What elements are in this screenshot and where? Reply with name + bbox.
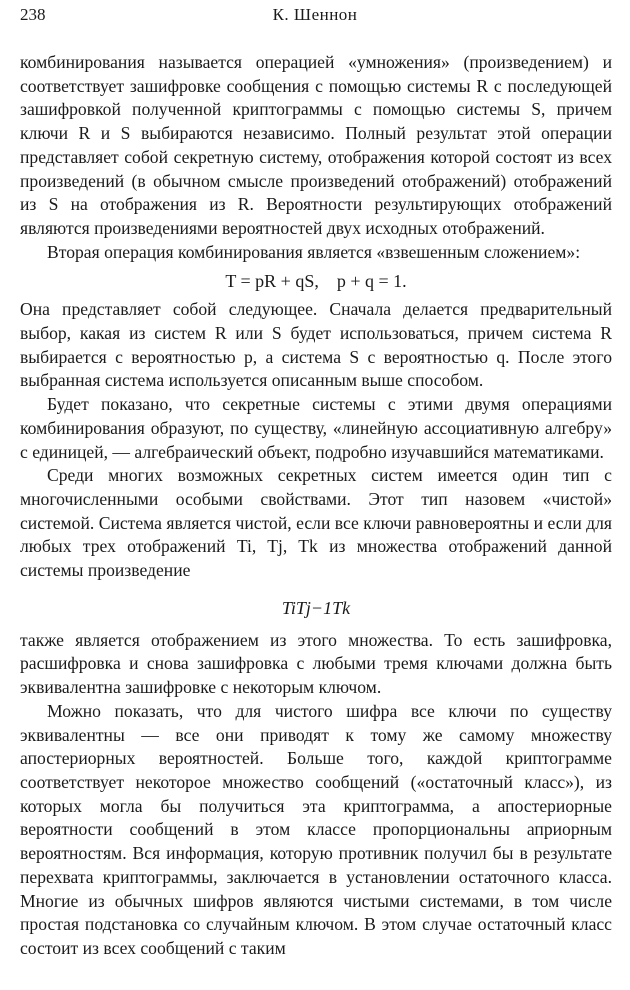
- paragraph: Будет показано, что секретные системы с этими двумя операциями комбинирования образуют, по существу, «линейную ассоциативную алгебру» с единицей, — алгебраический объект, подробно изучавшийся математиками.: [20, 394, 612, 462]
- formula-weighted-sum: [20, 268, 612, 295]
- formula-product: [20, 593, 612, 623]
- running-title: К. Шеннон: [272, 5, 358, 24]
- paragraph: комбинирования называется операцией «умножения» (произведением) и соответствует зашифровке сообщения с помощью системы R с последующей зашифровкой полученной криптограммы с помощью системы S, причем ключи R и S выбираются независимо. Полный результат этой операции представляет собой секретную систему, отображения которой состоят из всех произведений (в обычном смысле произведений отображений) отображений из S на отображения из R. Вероятности результирующих отображений являются произведениями вероятностей двух исходных отображений.: [20, 52, 612, 238]
- page-header: [20, 4, 610, 26]
- paragraph: Вторая операция комбинирования является «взвешенным сложением»:: [47, 241, 581, 262]
- body-text: [20, 51, 612, 961]
- paragraph: Среди многих возможных секретных систем имеется один тип с многочисленными особыми свойствами. Этот тип назовем «чистой» системой. Система является чистой, если все ключи равновероятны и если для любых трех отображений Ti, Tj, Tk из множества отображений данной системы произведение: [20, 465, 612, 581]
- formula-product-text: TiTj−1Tk: [281, 597, 351, 618]
- page-number: 238: [20, 5, 46, 24]
- paragraph: также является отображением из этого множества. То есть зашифровка, расшифровка и снова зашифровка с любыми тремя ключами должна быть эквивалентна зашифровке с некоторым ключом.: [20, 629, 612, 698]
- formula-weighted-sum-text: T = pR + qS, p + q = 1.: [225, 271, 407, 292]
- paragraph: Можно показать, что для чистого шифра все ключи по существу эквивалентны — все они приводят к тому же самому множеству апостериорных вероятностей. Больше того, каждой криптограмме соответствует некоторое множество сообщений («остаточный класс»), из которых могла бы получиться эта криптограмма, а апостериорные вероятности сообщений в этом классе пропорциональны априорным вероятностям. Вся информация, которую противник получил бы в результате перехвата криптограммы, заключается в установлении остаточного класса. Многие из обычных шифров являются чистыми системами, в том числе простая подстановка со случайным ключом. В этом случае остаточный класс состоит из всех сообщений с таким: [20, 700, 612, 958]
- paragraph: Она представляет собой следующее. Сначала делается предварительный выбор, какая из систем R или S будет использоваться, причем система R выбирается с вероятностью p, а система S с вероятностью q. После этого выбранная система используется описанным выше способом.: [20, 299, 612, 391]
